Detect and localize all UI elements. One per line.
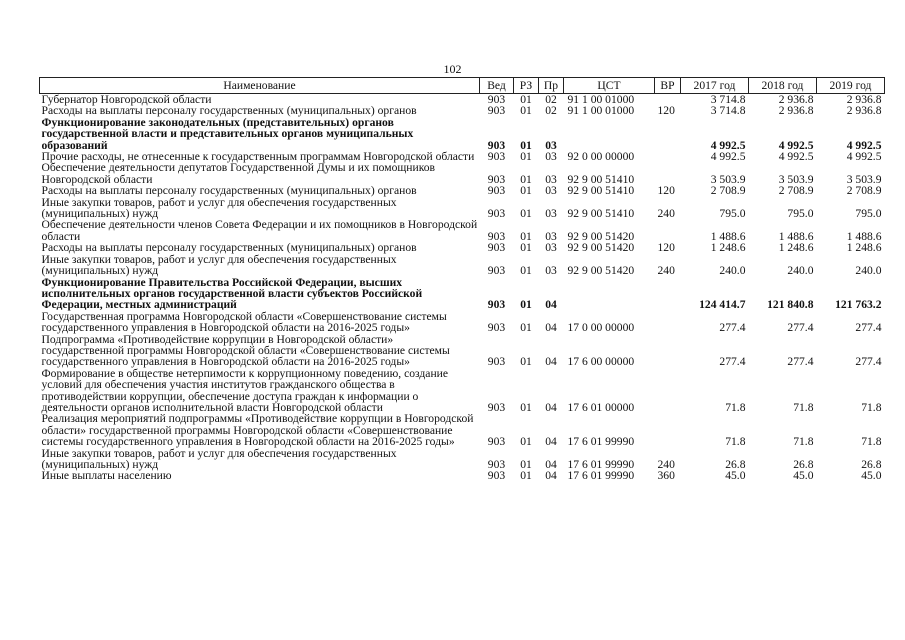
row-value-2017: 240.0 <box>719 264 746 278</box>
row-pr: 03 <box>545 184 557 198</box>
row-vr <box>655 277 681 311</box>
row-value-2018: 1 248.6 <box>778 241 814 255</box>
row-value-2019: 71.8 <box>861 435 882 449</box>
row-value-2018: 71.8 <box>793 435 814 449</box>
row-value-2018: 2 936.8 <box>778 104 814 118</box>
header-rz: РЗ <box>514 78 539 94</box>
row-cst: 17 6 01 99990 <box>567 469 635 483</box>
table-row <box>40 242 885 253</box>
row-ved: 903 <box>487 435 506 449</box>
row-vr: 240 <box>657 264 675 278</box>
row-pr: 02 <box>545 104 557 118</box>
row-cst <box>564 277 655 311</box>
row-ved: 903 <box>487 150 506 164</box>
row-ved: 903 <box>487 355 506 369</box>
row-value-2018: 71.8 <box>793 400 814 414</box>
row-pr: 04 <box>545 469 557 483</box>
table-row <box>40 311 885 334</box>
row-cst: 92 0 00 00000 <box>567 150 635 164</box>
row-name: Реализация мероприятий подпрограммы «Противодействие коррупции в Новгородской области» государственной программы Новгородской области «Совершенствование системы государственного управления в Новгородской области на 2016-2025 годы» <box>41 412 474 449</box>
row-name: Прочие расходы, не отнесенные к государственным программам Новгородской области <box>41 150 475 164</box>
row-value-2019: 26.8 <box>861 458 882 471</box>
row-vr <box>655 117 681 151</box>
row-value-2018: 2 936.8 <box>778 93 814 106</box>
row-value-2018: 4 992.5 <box>778 150 814 164</box>
table-row <box>40 334 885 368</box>
row-pr: 03 <box>545 172 557 186</box>
row-ved: 903 <box>487 241 506 255</box>
row-cst: 92 9 00 51410 <box>567 184 635 198</box>
row-value-2019: 240.0 <box>855 264 882 278</box>
row-ved: 903 <box>487 264 506 278</box>
header-2019: 2019 год <box>817 78 885 94</box>
header-pr: Пр <box>539 78 564 94</box>
row-name: Иные закупки товаров, работ и услуг для обеспечения государственных (муниципальных) нужд <box>41 446 397 471</box>
header-ved: Вед <box>480 78 514 94</box>
row-value-2018: 45.0 <box>793 469 814 483</box>
row-vr: 240 <box>657 458 675 471</box>
row-value-2018: 121 840.8 <box>767 298 814 312</box>
row-value-2019: 1 248.6 <box>846 241 882 255</box>
row-value-2019: 71.8 <box>861 400 882 414</box>
row-rz: 01 <box>520 207 532 221</box>
row-cst: 17 6 01 99990 <box>567 458 635 471</box>
row-vr: 120 <box>657 104 675 118</box>
row-cst <box>564 117 655 151</box>
row-name: Формирование в обществе нетерпимости к коррупционному поведению, создание условий для обеспечения участия институтов гражданского общества в противодействии коррупции, обеспечение доступа граждан к информации о деятельности органов исполнительной власти Новгородской области <box>41 366 448 414</box>
row-value-2017: 4 992.5 <box>710 138 746 152</box>
row-value-2018: 240.0 <box>787 264 814 278</box>
row-pr: 03 <box>545 207 557 221</box>
row-ved: 903 <box>487 138 506 152</box>
row-value-2017: 71.8 <box>725 435 746 449</box>
table-row <box>40 277 885 311</box>
table-row <box>40 185 885 196</box>
row-value-2019: 45.0 <box>861 469 882 483</box>
row-rz: 01 <box>520 138 532 152</box>
header-cst: ЦСТ <box>564 78 655 94</box>
row-pr: 02 <box>545 93 557 106</box>
header-name: Наименование <box>40 78 480 94</box>
row-value-2017: 26.8 <box>725 458 746 471</box>
row-cst: 91 1 00 01000 <box>567 104 635 118</box>
row-value-2017: 277.4 <box>719 321 746 335</box>
row-rz: 01 <box>520 400 532 414</box>
header-2017: 2017 год <box>681 78 749 94</box>
table-row <box>40 117 885 151</box>
row-cst: 92 9 00 51410 <box>567 207 635 221</box>
row-value-2017: 1 248.6 <box>710 241 746 255</box>
row-value-2017: 795.0 <box>719 207 746 221</box>
row-cst: 92 9 00 51410 <box>567 172 635 186</box>
row-cst: 91 1 00 01000 <box>567 93 635 106</box>
row-rz: 01 <box>520 229 532 243</box>
row-value-2018: 26.8 <box>793 458 814 471</box>
row-pr: 03 <box>545 241 557 255</box>
row-value-2018: 4 992.5 <box>778 138 814 152</box>
table-row <box>40 448 885 471</box>
row-value-2018: 277.4 <box>787 355 814 369</box>
table-row <box>40 413 885 447</box>
row-pr: 04 <box>545 458 557 471</box>
row-vr: 120 <box>657 184 675 198</box>
row-vr <box>655 334 681 368</box>
table-row <box>40 254 885 277</box>
header-vr: ВР <box>655 78 681 94</box>
row-ved: 903 <box>487 184 506 198</box>
row-name: Расходы на выплаты персоналу государственных (муниципальных) органов <box>41 184 417 198</box>
row-value-2017: 71.8 <box>725 400 746 414</box>
row-ved: 903 <box>487 104 506 118</box>
row-value-2017: 3 714.8 <box>710 104 746 118</box>
row-cst: 17 6 01 99990 <box>567 435 635 449</box>
row-pr: 04 <box>545 298 557 312</box>
row-ved: 903 <box>487 172 506 186</box>
row-value-2019: 4 992.5 <box>846 138 882 152</box>
row-vr: 240 <box>657 207 675 221</box>
row-vr <box>655 162 681 185</box>
budget-table <box>39 77 885 482</box>
row-pr: 03 <box>545 150 557 164</box>
row-value-2019: 277.4 <box>855 321 882 335</box>
row-rz: 01 <box>520 172 532 186</box>
row-value-2018: 277.4 <box>787 321 814 335</box>
row-pr: 04 <box>545 355 557 369</box>
row-name: Обеспечение деятельности депутатов Государственной Думы и их помощников Новгородской области <box>41 161 436 186</box>
row-cst: 92 9 00 51420 <box>567 264 635 278</box>
row-pr: 03 <box>545 264 557 278</box>
row-value-2017: 124 414.7 <box>699 298 746 312</box>
row-value-2019: 1 488.6 <box>846 229 882 243</box>
row-ved: 903 <box>487 207 506 221</box>
row-value-2019: 795.0 <box>855 207 882 221</box>
row-value-2017: 1 488.6 <box>710 229 746 243</box>
table-row <box>40 368 885 414</box>
row-vr: 120 <box>657 241 675 255</box>
table-row <box>40 162 885 185</box>
row-ved: 903 <box>487 458 506 471</box>
row-pr: 04 <box>545 321 557 335</box>
row-vr <box>655 219 681 242</box>
row-name: Иные закупки товаров, работ и услуг для обеспечения государственных (муниципальных) нужд <box>41 195 397 221</box>
row-pr: 03 <box>545 138 557 152</box>
table-row <box>40 470 885 481</box>
row-vr <box>655 311 681 334</box>
row-ved: 903 <box>487 298 506 312</box>
row-value-2017: 277.4 <box>719 355 746 369</box>
row-value-2019: 3 503.9 <box>846 172 882 186</box>
row-vr <box>655 368 681 414</box>
row-value-2019: 2 936.8 <box>846 104 882 118</box>
row-value-2018: 1 488.6 <box>778 229 814 243</box>
row-name: Губернатор Новгородской области <box>41 93 212 106</box>
row-rz: 01 <box>520 321 532 335</box>
row-cst: 92 9 00 51420 <box>567 241 635 255</box>
row-name: Иные закупки товаров, работ и услуг для обеспечения государственных (муниципальных) нужд <box>41 252 397 278</box>
row-cst: 92 9 00 51420 <box>567 229 635 243</box>
row-vr <box>655 413 681 447</box>
row-rz: 01 <box>520 435 532 449</box>
header-2018: 2018 год <box>749 78 817 94</box>
row-pr: 04 <box>545 400 557 414</box>
row-value-2018: 795.0 <box>787 207 814 221</box>
row-value-2019: 121 763.2 <box>835 298 882 312</box>
row-name: Обеспечение деятельности членов Совета Федерации и их помощников в Новгородской области <box>41 218 478 243</box>
row-name: Государственная программа Новгородской области «Совершенствование системы государственного управления в Новгородской области на 2016-2025 годы» <box>41 309 447 335</box>
row-value-2017: 3 503.9 <box>710 172 746 186</box>
row-cst: 17 0 00 00000 <box>567 321 635 335</box>
row-ved: 903 <box>487 93 506 106</box>
row-name: Иные выплаты населению <box>41 469 172 483</box>
row-rz: 01 <box>520 458 532 471</box>
row-name: Расходы на выплаты персоналу государственных (муниципальных) органов <box>41 104 417 118</box>
row-ved: 903 <box>487 321 506 335</box>
page-number: 102 <box>443 62 462 76</box>
row-name: Функционирование законодательных (представительных) органов государственной власти и представительных органов муниципальных образований <box>41 115 414 152</box>
row-value-2017: 2 708.9 <box>710 184 746 198</box>
row-ved: 903 <box>487 469 506 483</box>
row-value-2018: 2 708.9 <box>778 184 814 198</box>
row-rz: 01 <box>520 93 532 106</box>
row-value-2017: 4 992.5 <box>710 150 746 164</box>
row-cst: 17 6 00 00000 <box>567 355 635 369</box>
row-value-2019: 4 992.5 <box>846 150 882 164</box>
row-pr: 04 <box>545 435 557 449</box>
row-vr: 360 <box>657 469 675 483</box>
table-header-row <box>40 78 885 94</box>
row-rz: 01 <box>520 184 532 198</box>
row-value-2018: 3 503.9 <box>778 172 814 186</box>
row-value-2017: 3 714.8 <box>710 93 746 106</box>
row-ved: 903 <box>487 229 506 243</box>
row-rz: 01 <box>520 298 532 312</box>
row-rz: 01 <box>520 104 532 118</box>
row-name: Расходы на выплаты персоналу государственных (муниципальных) органов <box>41 241 417 255</box>
row-name: Функционирование Правительства Российской Федерации, высших исполнительных органов государственной власти субъектов Российской Федерации, местных администраций <box>41 275 423 312</box>
table-body <box>40 94 885 482</box>
row-vr <box>655 151 681 162</box>
row-rz: 01 <box>520 264 532 278</box>
row-rz: 01 <box>520 355 532 369</box>
row-value-2017: 45.0 <box>725 469 746 483</box>
row-ved: 903 <box>487 400 506 414</box>
row-cst: 17 6 01 00000 <box>567 400 635 414</box>
row-value-2019: 2 936.8 <box>846 93 882 106</box>
row-rz: 01 <box>520 241 532 255</box>
row-rz: 01 <box>520 150 532 164</box>
table-row <box>40 219 885 242</box>
row-value-2019: 2 708.9 <box>846 184 882 198</box>
table-row <box>40 197 885 220</box>
row-value-2019: 277.4 <box>855 355 882 369</box>
row-rz: 01 <box>520 469 532 483</box>
row-name: Подпрограмма «Противодействие коррупции в Новгородской области» государственной программы Новгородской области «Совершенствование системы государственного управления в Новгородской области на 2016-2025 годы» <box>41 332 450 369</box>
row-pr: 03 <box>545 229 557 243</box>
